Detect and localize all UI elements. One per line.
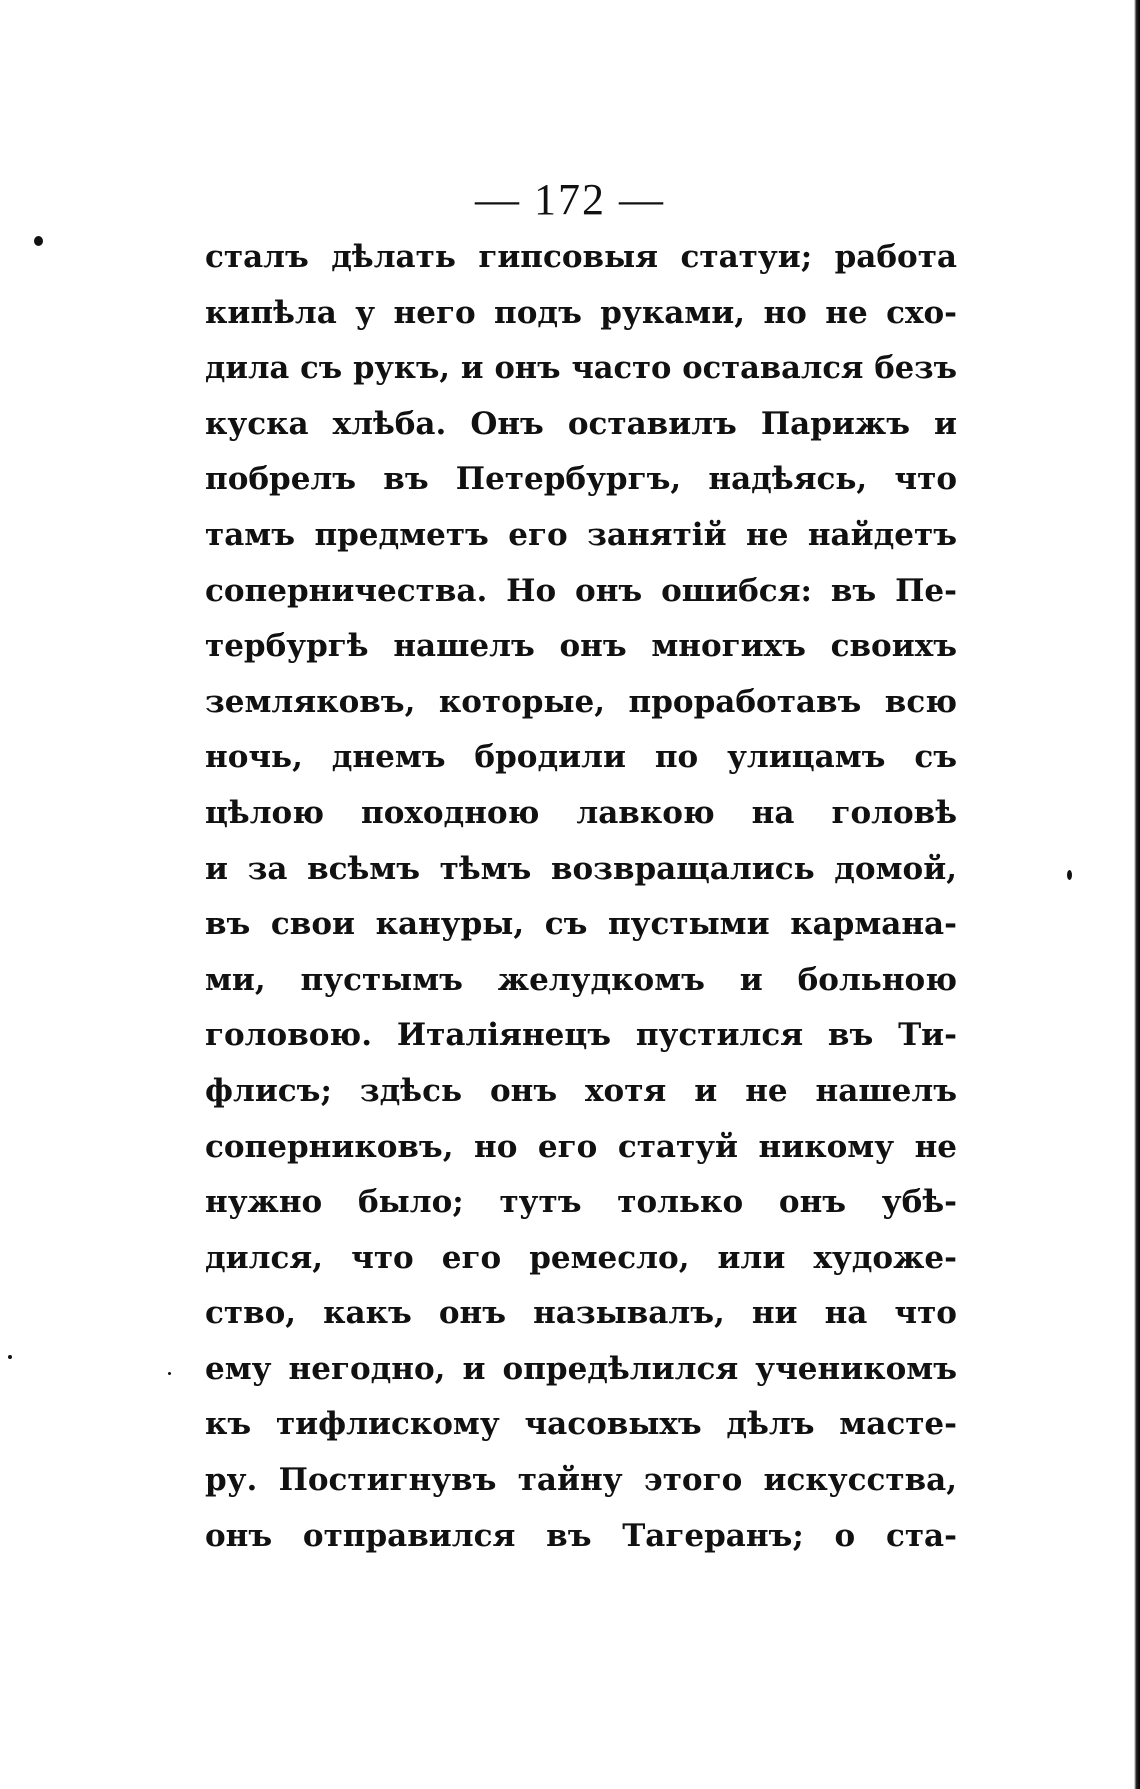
text-line: въ свои кануры, съ пустыми кармана- <box>205 906 957 943</box>
text-line: соперничества. Но онъ ошибся: въ Пе- <box>205 572 957 609</box>
text-line: и за всѣмъ тѣмъ возвращались домой, <box>205 850 957 887</box>
text-line: соперниковъ, но его статуй никому не <box>205 1128 957 1165</box>
text-line: сталъ дѣлать гипсовыя статуи; работа <box>205 239 957 275</box>
text-line: ночь, днемъ бродили по улицамъ съ <box>205 739 957 776</box>
text-line: головою. Италіянецъ пустился въ Ти- <box>205 1017 957 1054</box>
ink-speck <box>1067 870 1072 880</box>
text-line: нужно было; тутъ только онъ убѣ- <box>205 1184 957 1221</box>
body-text <box>205 230 957 1564</box>
text-line: ми, пустымъ желудкомъ и больною <box>205 961 957 998</box>
text-line: тамъ предметъ его занятій не найдетъ <box>205 516 957 553</box>
text-line: земляковъ, которые, проработавъ всю <box>205 683 957 720</box>
text-line: къ тифлискому часовыхъ дѣлъ масте- <box>205 1406 957 1443</box>
text-line: ру. Постигнувъ тайну этого искусства, <box>205 1462 957 1499</box>
ink-speck <box>168 1372 171 1375</box>
text-line: тербургѣ нашелъ онъ многихъ своихъ <box>205 628 957 665</box>
text-line: ему негодно, и опредѣлился ученикомъ <box>205 1350 957 1387</box>
text-line: дила съ рукъ, и онъ часто оставался безъ <box>205 350 957 387</box>
page-edge-shadow <box>1134 0 1140 1789</box>
text-line: кипѣла у него подъ руками, но не схо- <box>205 294 957 331</box>
text-line: цѣлою походною лавкою на головѣ <box>205 794 957 831</box>
text-line: ство, какъ онъ называлъ, ни на что <box>205 1295 957 1332</box>
text-line: куска хлѣба. Онъ оставилъ Парижъ и <box>205 405 957 442</box>
ink-speck <box>8 1355 12 1359</box>
page-number: — 172 — <box>475 175 665 224</box>
ink-speck <box>34 236 43 246</box>
text-line: дился, что его ремесло, или художе- <box>205 1239 957 1276</box>
text-line: онъ отправился въ Тагеранъ; о ста- <box>205 1517 957 1554</box>
text-line: побрелъ въ Петербургъ, надѣясь, что <box>205 461 957 498</box>
text-line: флисъ; здѣсь онъ хотя и не нашелъ <box>205 1072 957 1109</box>
